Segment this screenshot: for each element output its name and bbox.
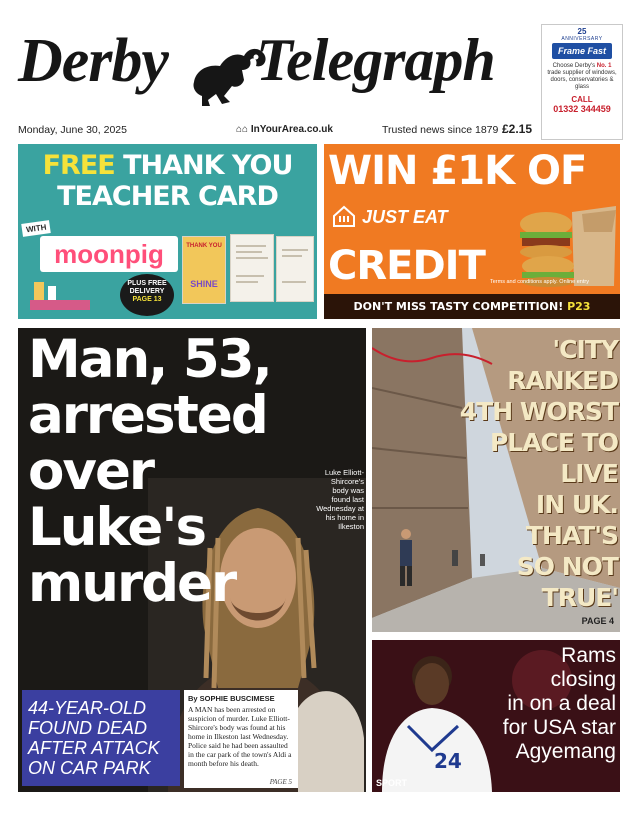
- city-headline-line: PLACE TO LIVE: [489, 428, 618, 488]
- ad-anniversary: ANNIVERSARY: [561, 36, 603, 42]
- moonpig-logo: moonpig: [40, 236, 178, 272]
- ad-tag-prefix: Choose Derby's: [552, 63, 596, 69]
- framefast-advert[interactable]: [541, 24, 623, 140]
- masthead-title-telegraph: Telegraph: [256, 27, 495, 93]
- promo-with: WITH: [21, 220, 51, 237]
- promo-just-eat[interactable]: [324, 144, 620, 319]
- city-headline-line: IN UK. THAT'S: [525, 490, 618, 550]
- story-body: A MAN has been arrested on suspicion of murder. Luke Elliott-Shircore's body was found at his home in Ilkeston last Wednesday. Police said he had been assaulted in the car park of the town's Aldi a month before his death.: [188, 705, 292, 768]
- lead-headline: [28, 329, 271, 614]
- rams-headline: [498, 644, 616, 764]
- badge-delivery: DELIVERY: [129, 288, 165, 295]
- rams-sport-story[interactable]: [372, 640, 620, 792]
- card-thank-you-text: THANK YOU: [186, 243, 222, 249]
- city-headline-line: 4TH WORST: [459, 397, 618, 426]
- shirt-number: 24: [434, 749, 462, 773]
- promo-terms: Terms and conditions apply. Online entry: [490, 279, 589, 285]
- cover-price: £2.15: [502, 122, 533, 136]
- badge-plus-free: PLUS FREE: [127, 280, 167, 287]
- issue-date: Monday, June 30, 2025: [18, 124, 127, 136]
- promo-competition-text: DON'T MISS TASTY COMPETITION!: [353, 300, 564, 313]
- ad-years: 25: [577, 27, 587, 36]
- promo-left-line2: TEACHER CARD: [57, 181, 278, 212]
- stationery-icon: [30, 280, 90, 310]
- masthead: [18, 20, 528, 116]
- rams-headline-line: Agyemang: [515, 740, 616, 763]
- lead-story-text-box: [184, 690, 298, 788]
- masthead-title-derby: Derby: [18, 27, 168, 95]
- just-eat-house-icon: [332, 204, 356, 228]
- greeting-card-back: [276, 236, 314, 302]
- ad-call: CALL: [571, 95, 593, 104]
- free-delivery-badge: [120, 274, 174, 316]
- promo-right-line1: WIN £1K OF: [328, 148, 587, 194]
- photo-caption: Luke Elliott-Shircore's body was found last Wednesday at his home in Ilkeston: [316, 468, 364, 531]
- inyourarea-name: InYourArea: [250, 124, 305, 135]
- info-bar: [18, 122, 534, 138]
- headline-line: Man, 53,: [28, 329, 271, 390]
- promo-teacher-card[interactable]: [18, 144, 317, 319]
- headline-line: murder: [28, 553, 236, 614]
- greeting-card-inside: [230, 234, 274, 302]
- promo-thank-you: THANK YOU: [114, 150, 293, 181]
- rams-headline-line: Rams closing: [550, 644, 616, 691]
- ad-tagline: [542, 63, 622, 91]
- badge-page: PAGE 13: [132, 296, 162, 303]
- promo-free: FREE: [42, 150, 115, 181]
- sport-section-label: SPORT: [376, 778, 408, 788]
- tagline: Trusted news since 1879: [382, 124, 499, 136]
- inyourarea-suffix: .co.uk: [304, 124, 333, 135]
- promo-right-bottom: [324, 294, 620, 319]
- headline-line: arrested: [28, 385, 267, 446]
- rams-headline-line: in on a deal: [507, 692, 616, 715]
- ad-tag-no: No. 1: [596, 63, 612, 69]
- ad-phone[interactable]: 01332 344459: [553, 104, 611, 114]
- headline-line: Luke's: [28, 497, 206, 558]
- headline-line: over: [28, 441, 154, 502]
- rams-headline-line: for USA star: [502, 716, 616, 739]
- city-page-ref: PAGE 4: [581, 616, 614, 626]
- ad-brand-logo: Frame Fast: [552, 43, 612, 59]
- city-headline-line: SO NOT TRUE': [516, 552, 618, 612]
- lead-story[interactable]: [18, 328, 366, 792]
- greeting-card-thank-you: [182, 236, 226, 304]
- burger-image-icon: [512, 202, 618, 288]
- city-headline-line: 'CITY RANKED: [507, 335, 618, 395]
- city-headline: [442, 334, 618, 613]
- lead-subhead: 44-YEAR-OLD FOUND DEAD AFTER ATTACK ON CAR PARK: [22, 690, 180, 786]
- byline: By SOPHIE BUSCIMESE: [188, 694, 275, 703]
- home-icon: ⌂⌂: [236, 124, 249, 135]
- card-shine-text: SHINE: [190, 279, 218, 289]
- just-eat-logo: JUST EAT: [362, 207, 448, 227]
- promo-left-line1: [18, 150, 317, 181]
- city-ranking-story[interactable]: [372, 328, 620, 632]
- promo-competition-page: P23: [567, 300, 591, 313]
- ad-tag-rest: trade supplier of windows, doors, conservatories & glass: [547, 70, 617, 90]
- promo-right-line2: CREDIT: [328, 243, 485, 289]
- inyourarea-logo[interactable]: [236, 124, 333, 135]
- story-page-ref: PAGE 5: [269, 778, 292, 786]
